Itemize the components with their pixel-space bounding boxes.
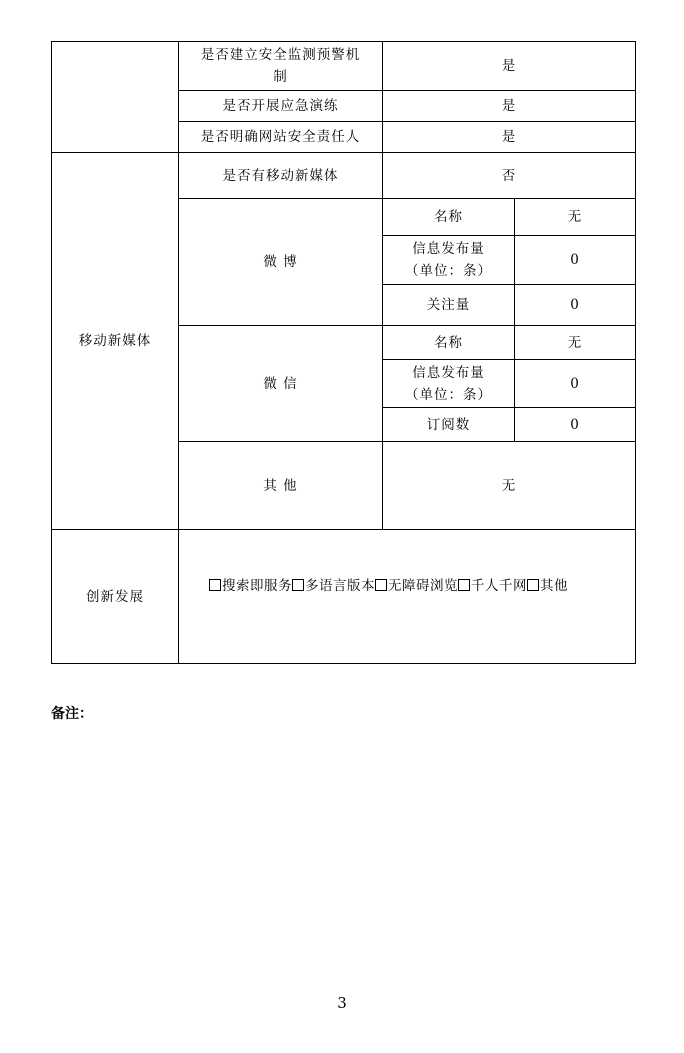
checkbox-icon bbox=[209, 579, 221, 591]
weibo-publish-value: 0 bbox=[515, 236, 636, 285]
checkbox-icon bbox=[458, 579, 470, 591]
report-table bbox=[51, 41, 636, 664]
wechat-subscribe-value: 0 bbox=[515, 408, 636, 442]
page-number: 3 bbox=[337, 994, 347, 1012]
checkbox-icon bbox=[527, 579, 539, 591]
other-value: 无 bbox=[383, 442, 636, 530]
row-label-has-mobile: 是否有移动新媒体 bbox=[179, 153, 383, 199]
weibo-follow-label: 关注量 bbox=[383, 285, 515, 326]
option-search-service[interactable]: 搜索即服务 bbox=[209, 578, 292, 594]
wechat-subscribe-label: 订阅数 bbox=[383, 408, 515, 442]
wechat-label: 微 信 bbox=[179, 326, 383, 442]
section-label-mobile: 移动新媒体 bbox=[52, 153, 179, 530]
innovation-options bbox=[179, 530, 636, 664]
option-multilingual[interactable]: 多语言版本 bbox=[292, 578, 375, 594]
weibo-publish-label: 信息发布量（单位：条） bbox=[383, 236, 515, 285]
section-cell-blank bbox=[52, 42, 179, 153]
option-other[interactable]: 其他 bbox=[527, 578, 568, 594]
wechat-publish-value: 0 bbox=[515, 360, 636, 408]
row-label-drill: 是否开展应急演练 bbox=[179, 91, 383, 122]
weibo-name-value: 无 bbox=[515, 199, 636, 236]
weibo-name-label: 名称 bbox=[383, 199, 515, 236]
row-value-has-mobile: 否 bbox=[383, 153, 636, 199]
other-label: 其 他 bbox=[179, 442, 383, 530]
row-value-responsible: 是 bbox=[383, 122, 636, 153]
option-personalized[interactable]: 千人千网 bbox=[458, 578, 527, 594]
checkbox-group bbox=[209, 578, 568, 594]
weibo-follow-value: 0 bbox=[515, 285, 636, 326]
option-accessibility[interactable]: 无障碍浏览 bbox=[375, 578, 458, 594]
row-label-monitoring: 是否建立安全监测预警机制 bbox=[179, 42, 383, 91]
row-value-drill: 是 bbox=[383, 91, 636, 122]
weibo-label: 微 博 bbox=[179, 199, 383, 326]
section-label-innovation: 创新发展 bbox=[52, 530, 179, 664]
wechat-name-value: 无 bbox=[515, 326, 636, 360]
row-label-responsible: 是否明确网站安全责任人 bbox=[179, 122, 383, 153]
remark-label: 备注： bbox=[51, 706, 93, 722]
row-value-monitoring: 是 bbox=[383, 42, 636, 91]
checkbox-icon bbox=[292, 579, 304, 591]
wechat-publish-label: 信息发布量（单位：条） bbox=[383, 360, 515, 408]
wechat-name-label: 名称 bbox=[383, 326, 515, 360]
checkbox-icon bbox=[375, 579, 387, 591]
